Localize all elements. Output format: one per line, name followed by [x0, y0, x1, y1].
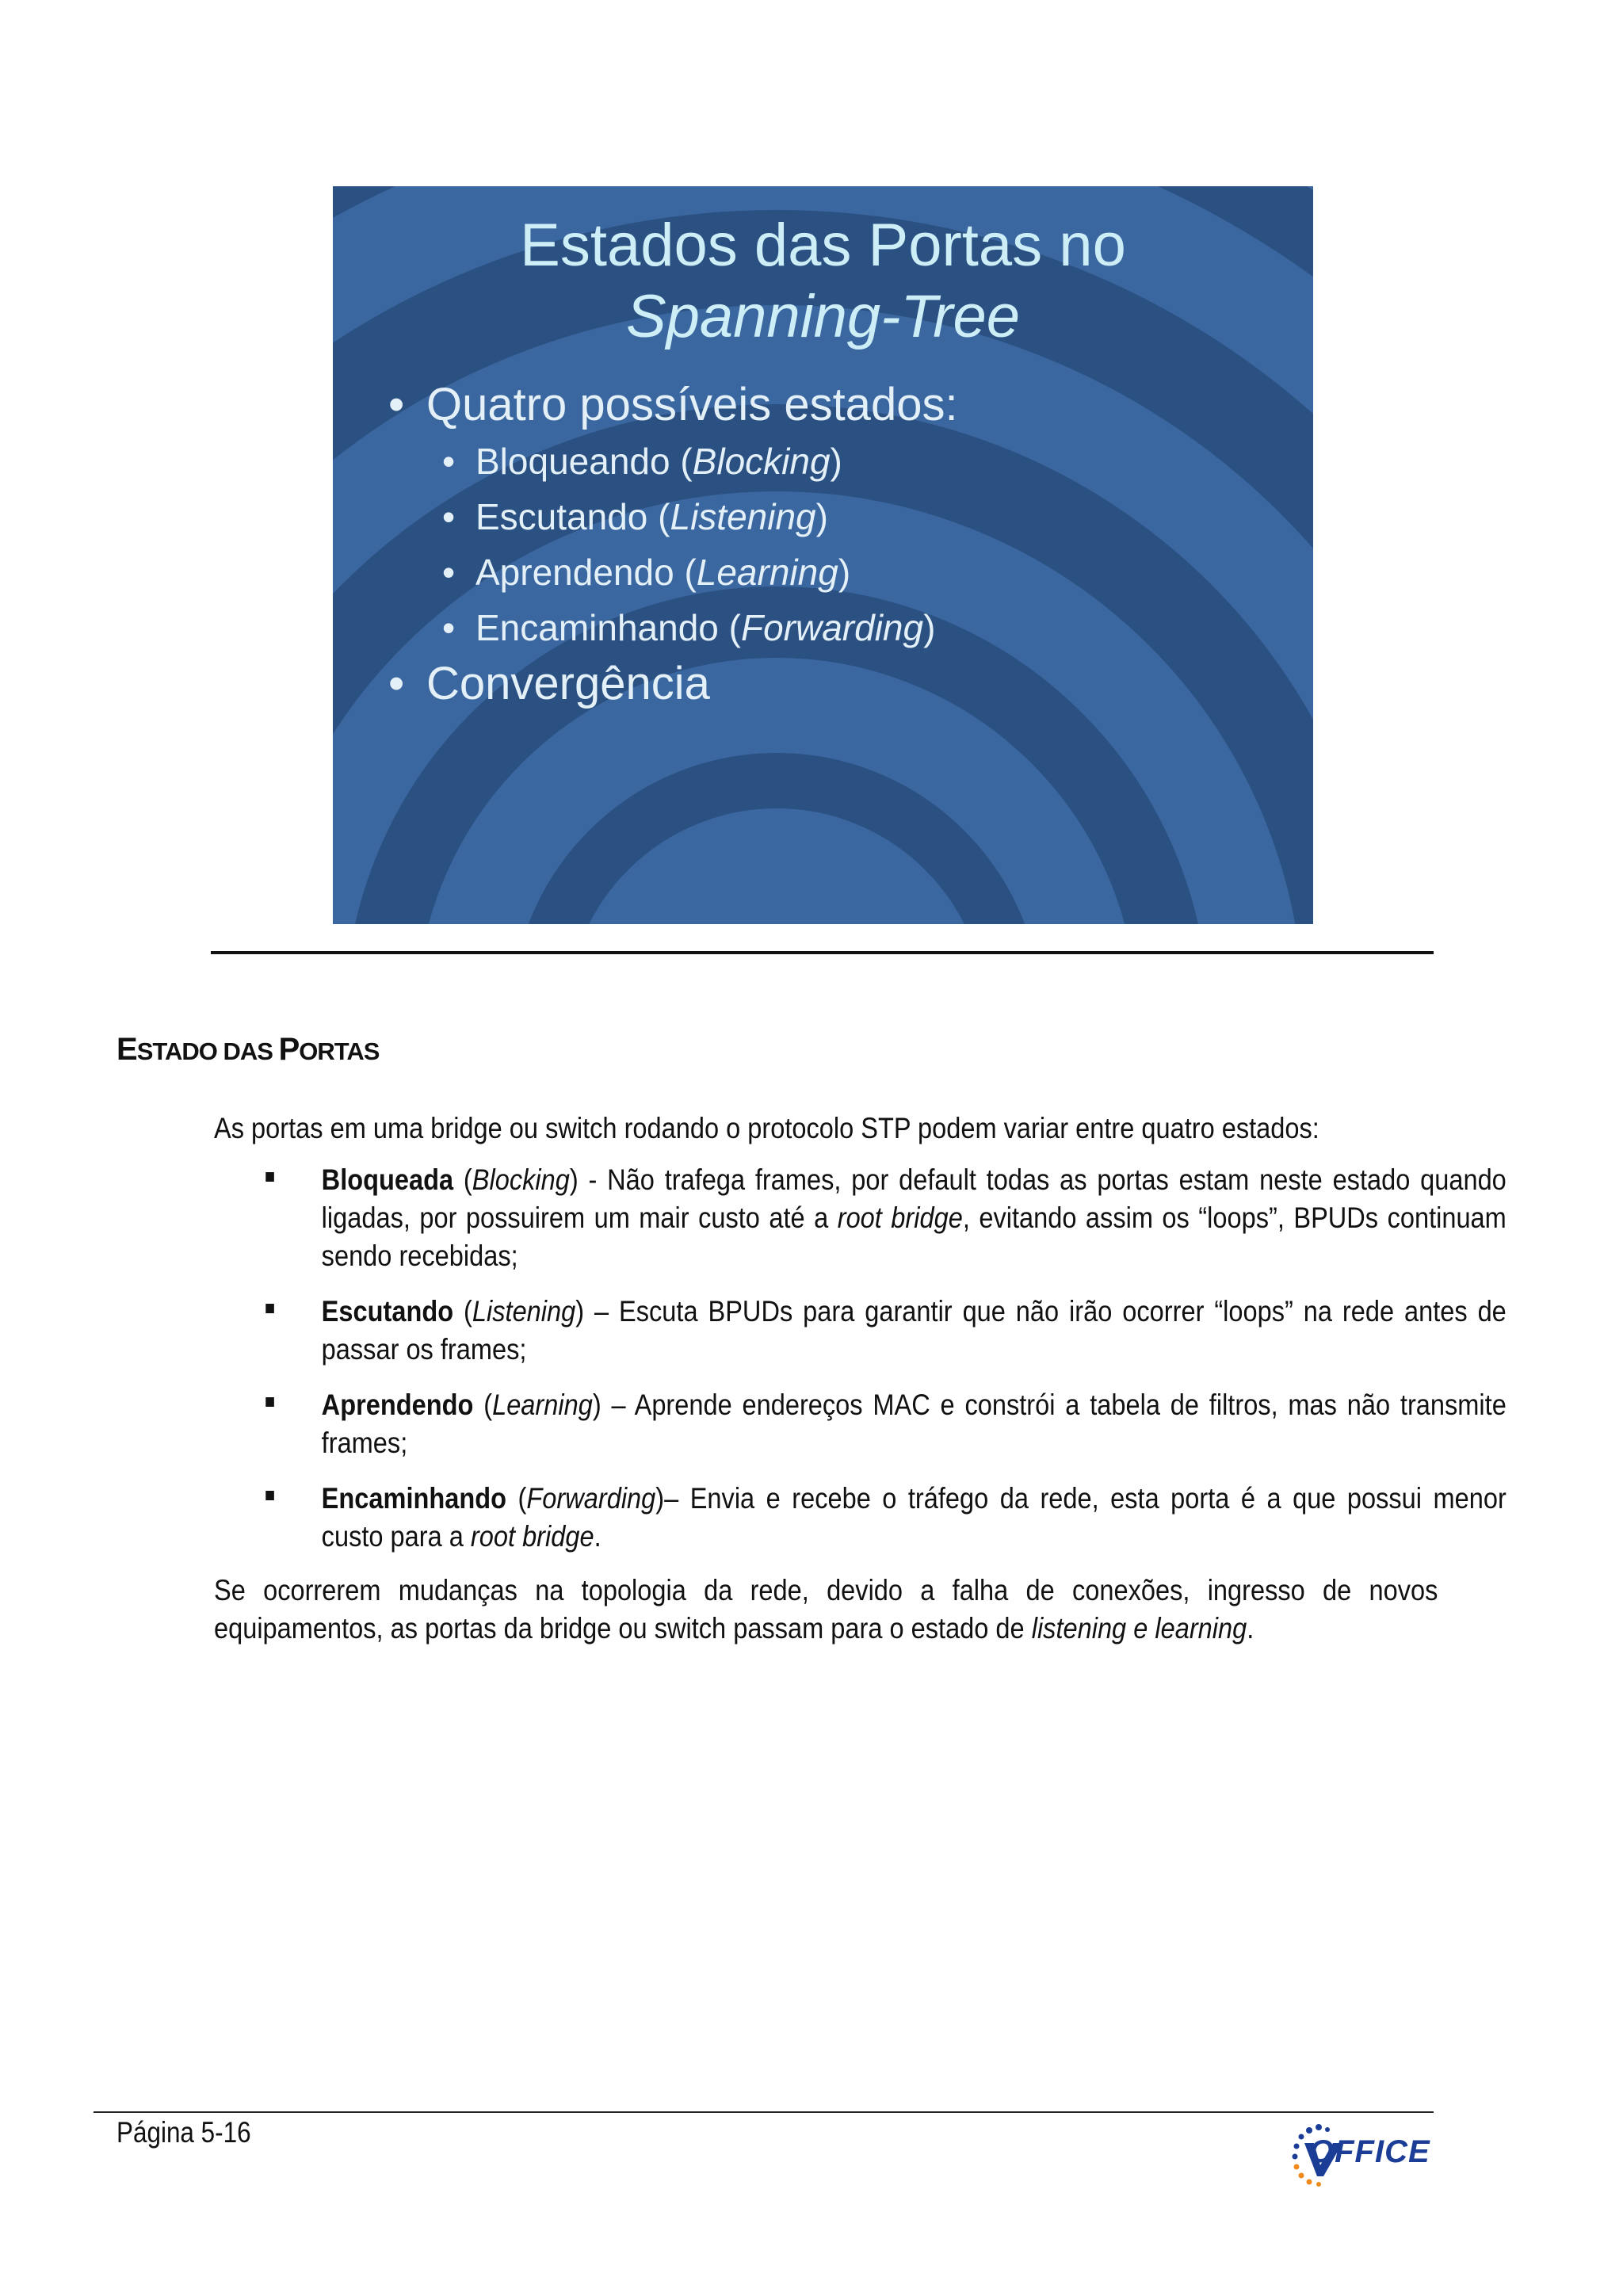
state-list — [262, 1161, 1507, 1573]
slide-bullet-list — [388, 376, 958, 712]
sub-text: Aprendendo ( — [475, 552, 697, 593]
divider — [211, 951, 1434, 954]
item-text: ( — [506, 1482, 527, 1515]
item-term: Bloqueada — [321, 1163, 454, 1196]
slide-bullet — [388, 376, 958, 434]
square-bullet-icon — [265, 1397, 274, 1407]
sub-em: Listening — [670, 496, 816, 537]
bullet-dot: • — [388, 658, 405, 709]
item-text: ( — [473, 1389, 493, 1421]
closing-paragraph — [214, 1572, 1438, 1648]
section-heading — [116, 1032, 379, 1068]
bullet-dot: • — [442, 552, 456, 593]
item-text: ) - Não trafega frames, por default todas as portas estam neste estado quando ligadas, por possuirem um mair custo até a — [321, 1163, 1507, 1234]
slide-bullet-text: Convergência — [426, 658, 710, 709]
sub-em: Learning — [696, 552, 838, 593]
intro-paragraph: As portas em uma bridge ou switch rodando o protocolo STP podem variar entre quatro estados: — [214, 1112, 1319, 1144]
sub-text: ) — [923, 607, 936, 648]
heading-smallcaps: ORTAS — [299, 1037, 380, 1065]
sub-text: ) — [815, 496, 828, 537]
sub-em: Forwarding — [740, 607, 924, 648]
item-text: ) – Escuta BPUDs para garantir que não irão ocorrer “loops” na rede antes de passar os frames; — [321, 1295, 1507, 1366]
item-em: root bridge — [470, 1520, 594, 1553]
slide-title-line2: Spanning-Tree — [625, 283, 1021, 350]
sub-text: Encaminhando ( — [475, 607, 741, 648]
heading-cap: P — [278, 1032, 300, 1067]
item-text: ( — [453, 1163, 472, 1196]
sub-em: Blocking — [692, 441, 831, 482]
bullet-dot: • — [442, 441, 456, 482]
footer-divider — [94, 2111, 1434, 2113]
list-item — [262, 1293, 1507, 1369]
heading-smallcaps: STADO DAS — [136, 1037, 279, 1065]
bullet-dot: • — [442, 607, 456, 648]
item-text: ( — [453, 1295, 472, 1328]
item-em: Forwarding — [526, 1482, 656, 1515]
sub-text: Bloqueando ( — [475, 441, 693, 482]
item-term: Aprendendo — [321, 1389, 474, 1421]
item-em: Blocking — [472, 1163, 570, 1196]
sub-text: ) — [838, 552, 851, 593]
bullet-dot: • — [388, 379, 405, 430]
heading-cap: E — [116, 1032, 137, 1067]
item-term: Encaminhando — [321, 1482, 507, 1515]
closing-text: Se ocorrerem mudanças na topologia da rede, devido a falha de conexões, ingresso de novos equipamentos, as portas da bridge ou switch passam para o estado de — [214, 1574, 1438, 1645]
slide-sub-bullet — [388, 489, 958, 544]
slide-image — [333, 186, 1313, 924]
item-em: root bridge — [837, 1201, 963, 1234]
bullet-dot: • — [442, 496, 456, 537]
list-item — [262, 1161, 1507, 1275]
page-number: Página 5-16 — [116, 2116, 251, 2149]
logo-wordmark: OFFICE — [1309, 2134, 1430, 2169]
list-item — [262, 1480, 1507, 1556]
item-text: ) – Aprende endereços MAC e constrói a tabela de filtros, mas não transmite frames; — [321, 1389, 1507, 1459]
item-text: )– Envia e recebe o tráfego da rede, esta porta é a que possui menor custo para a — [321, 1482, 1507, 1553]
square-bullet-icon — [265, 1304, 274, 1313]
slide-sub-bullet — [388, 600, 958, 655]
item-text: , evitando assim os “loops”, BPUDs continuam sendo recebidas; — [321, 1201, 1507, 1272]
sub-text: Escutando ( — [475, 496, 670, 537]
closing-text: . — [1247, 1612, 1254, 1645]
item-term: Escutando — [321, 1295, 454, 1328]
slide-sub-bullet — [388, 434, 958, 489]
item-em: Listening — [472, 1295, 576, 1328]
closing-em: listening e learning — [1031, 1612, 1247, 1645]
square-bullet-icon — [265, 1491, 274, 1500]
item-text: . — [594, 1520, 601, 1553]
list-item — [262, 1386, 1507, 1462]
sub-text: ) — [830, 441, 842, 482]
slide-bullet-text: Quatro possíveis estados: — [426, 379, 958, 430]
slide-title — [333, 210, 1313, 353]
slide-title-line1: Estados das Portas no — [520, 212, 1126, 279]
item-em: Learning — [492, 1389, 593, 1421]
slide-bullet — [388, 655, 958, 712]
square-bullet-icon — [265, 1172, 274, 1182]
slide-sub-bullet — [388, 544, 958, 600]
